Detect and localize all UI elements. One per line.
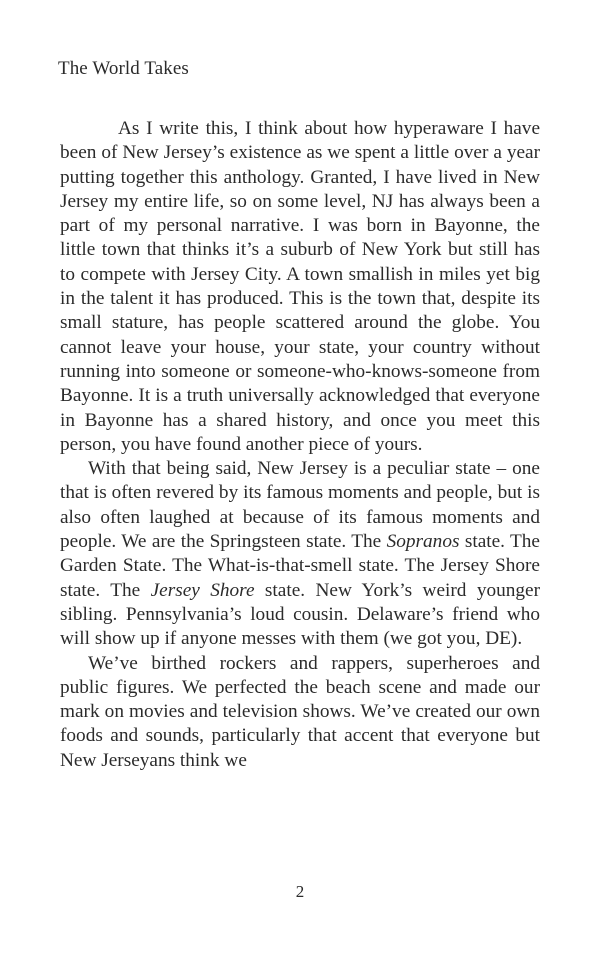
paragraph-2-text: state. New York’s weird younger sibling. Pennsylvania’s loud cousin. Delaware’s friend who will show up if anyone messes with them (we got you, DE). (60, 579, 540, 650)
body-text (60, 117, 540, 773)
paragraph-1 (60, 117, 540, 457)
page-number: 2 (295, 882, 305, 901)
italic-title-jersey-shore: Jersey Shore (150, 579, 255, 601)
paragraph-3-text: We’ve birthed rockers and rappers, superheroes and public figures. We perfected the beach scene and made our mark on movies and television shows. We’ve created our own foods and sounds, particularly that accent that everyone but New Jerseyans think we (60, 652, 540, 771)
paragraph-2-text: state. The Garden State. The What-is-that-smell state. The Jersey Shore state. The (60, 531, 540, 601)
paragraph-2-text: With that being said, New Jersey is a peculiar state – one that is often revered by its famous moments and people, but is also often laughed at because of its famous moments and people. We are the Springsteen state. The (60, 458, 540, 553)
running-head: The World Takes (58, 58, 189, 79)
paragraph-3 (60, 652, 540, 773)
paragraph-1-text: As I write this, I think about how hyperaware I have been of New Jersey’s existence as we spent a little over a year putting together this anthology. Granted, I have lived in New Jersey my entire life, so on some level, NJ has always been a part of my personal narrative. I was born in Bayonne, the little town that thinks it’s a suburb of New York but still has to compete with Jersey City. A town smallish in miles yet big in the talent it has produced. This is the town that, despite its small stature, has people scattered around the globe. You cannot leave your house, your state, your country without running into someone or someone-who-knows-someone from Bayonne. It is a truth universally acknowledged that everyone in Bayonne has a shared history, and once you meet this person, you have found another piece of yours. (60, 118, 540, 455)
italic-title-sopranos: Sopranos (386, 531, 460, 553)
paragraph-2 (60, 457, 540, 651)
